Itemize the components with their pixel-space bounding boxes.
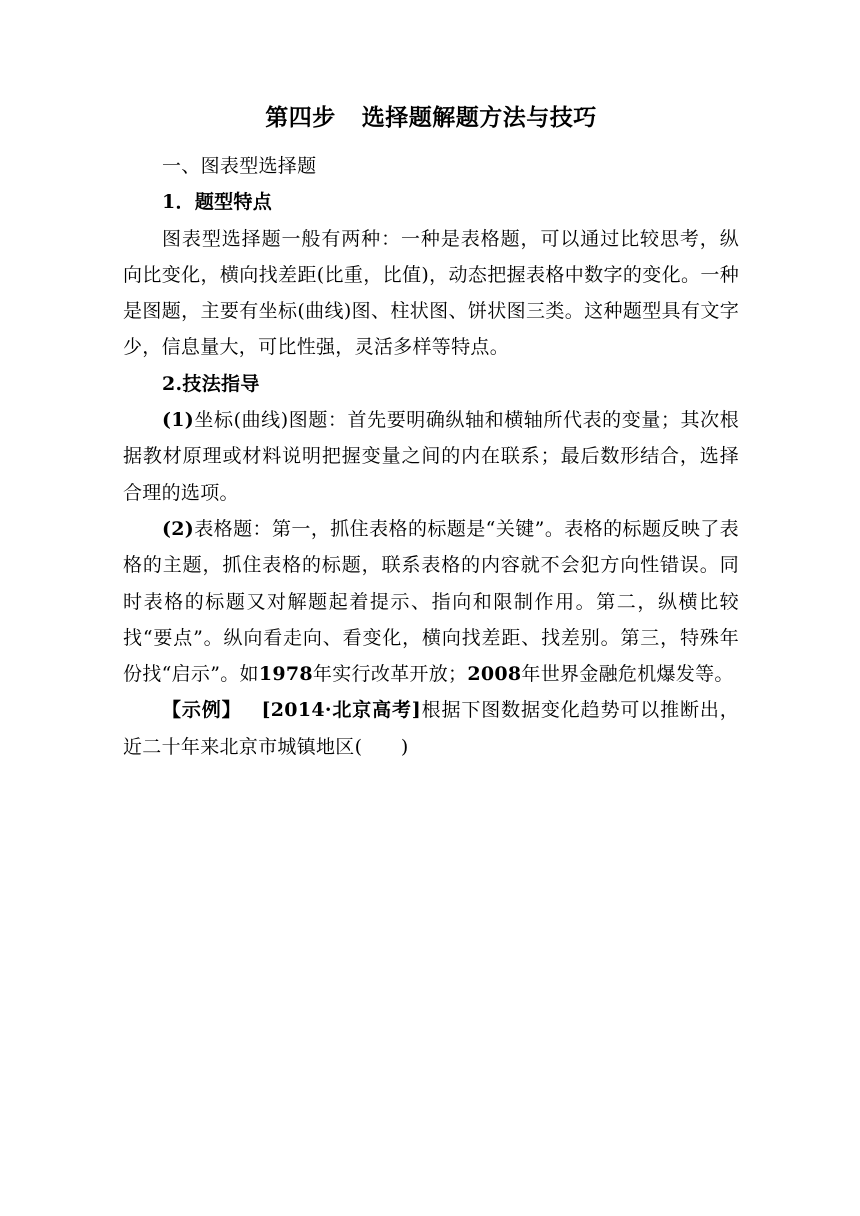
example-paragraph [123,692,739,765]
page-title [123,102,739,134]
technique-item-2 [123,511,739,692]
section-heading: 一、图表型选择题 [162,155,317,177]
subsection-heading-techniques: 2.技法指导 [162,372,260,395]
item-2-text-c: 年世界金融危机爆发等。 [521,663,734,686]
subsection-heading-features: 1．题型特点 [162,191,273,214]
item-2-year-1978: 1978 [258,663,313,686]
example-label: 【示例】 [162,699,242,722]
title-topic: 选择题解题方法与技巧 [361,104,597,131]
features-paragraph: 图表型选择题一般有两种：一种是表格题，可以通过比较思考，纵向比变化，横向找差距(比重，比值)，动态把握表格中数字的变化。一种是图题，主要有坐标(曲线)图、柱状图、饼状图三类。这种题型具有文字少，信息量大，可比性强，灵活多样等特点。 [123,227,739,359]
example-source: [2014·北京高考] [261,699,422,722]
item-2-year-2008: 2008 [467,663,522,686]
item-2-label: (2) [162,517,195,540]
technique-item-1 [123,402,739,511]
example-question: 根据下图数据变化趋势可以推断出，近二十年来北京市城镇地区( ) [123,699,740,758]
item-1-text: 坐标(曲线)图题：首先要明确纵轴和横轴所代表的变量；其次根据教材原理或材料说明把握变量之间的内在联系；最后数形结合，选择合理的选项。 [123,409,739,504]
document-page [123,102,739,765]
item-2-text-a: 表格题：第一，抓住表格的标题是“关键”。表格的标题反映了表格的主题，抓住表格的标题，联系表格的内容就不会犯方向性错误。同时表格的标题又对解题起着提示、指向和限制作用。第二，纵横比较找“要点”。纵向看走向、看变化，横向找差距、找差别。第三，特殊年份找“启示”。如 [123,517,739,686]
item-1-label: (1) [162,409,195,432]
item-2-text-b: 年实行改革开放； [312,663,468,686]
title-step: 第四步 [265,104,336,131]
